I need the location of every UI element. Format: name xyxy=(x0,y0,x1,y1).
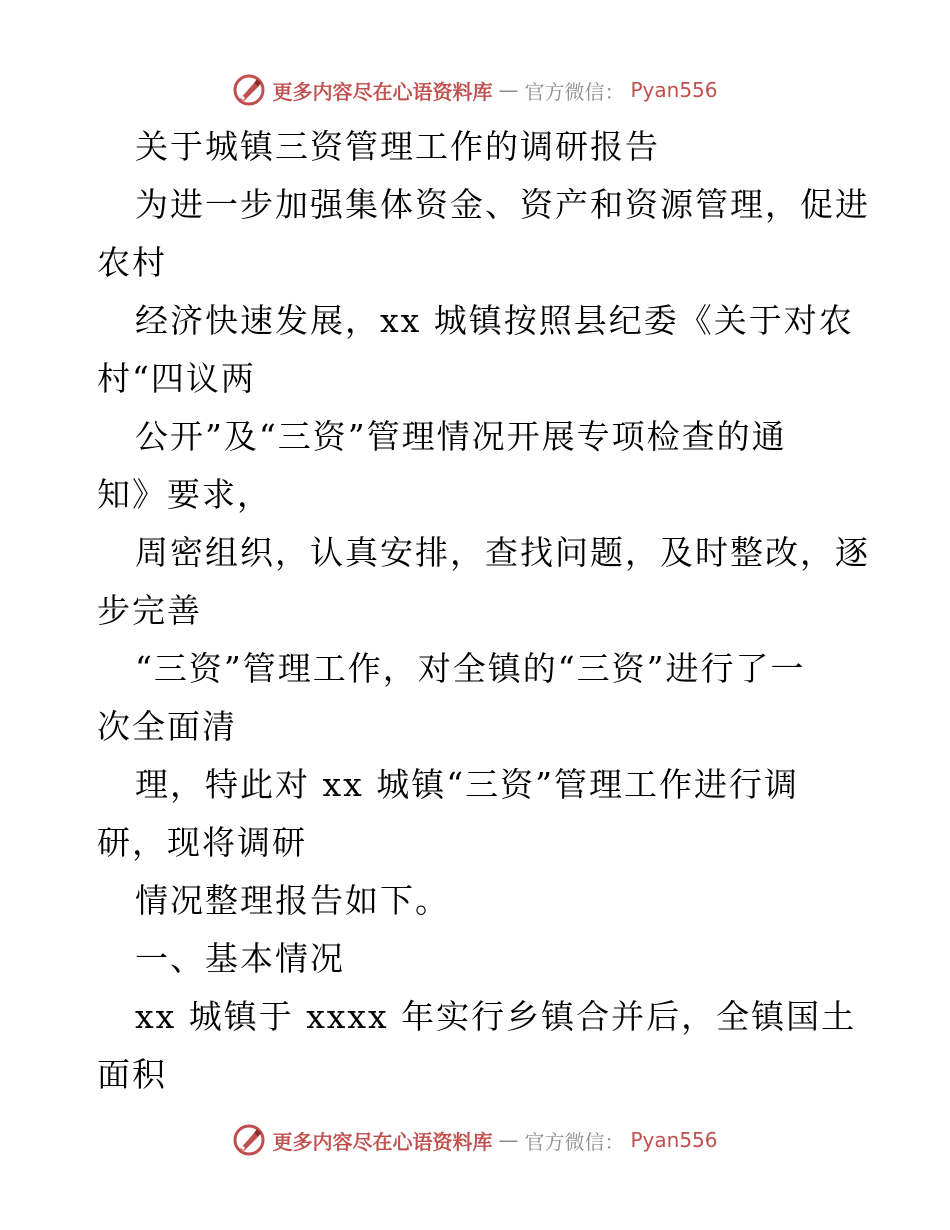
text-line: 研，现将调研 xyxy=(97,823,307,862)
text-line: “三资”管理工作，对全镇的“三资”进行了一 xyxy=(135,649,806,688)
text-line: xx 城镇于 xxxx 年实行乡镇合并后，全镇国土 xyxy=(135,997,857,1036)
footer-banner-id: Pyan556 xyxy=(630,1128,718,1152)
footer-banner-wechat: 官方微信： xyxy=(524,1129,625,1154)
header-banner-id: Pyan556 xyxy=(630,78,718,102)
header-watermark xyxy=(0,70,950,110)
text-line: 步完善 xyxy=(97,591,202,630)
text-line: 经济快速发展，xx 城镇按照县纪委《关于对农 xyxy=(135,301,854,340)
footer-watermark xyxy=(0,1120,950,1160)
header-banner-main: 更多内容尽在心语资料库 xyxy=(272,79,493,104)
footer-banner-main: 更多内容尽在心语资料库 xyxy=(272,1129,493,1154)
text-line: 农村 xyxy=(97,243,167,282)
document-body xyxy=(97,118,870,1104)
text-line: 公开”及“三资”管理情况开展专项检查的通 xyxy=(135,417,787,456)
doc-title: 关于城镇三资管理工作的调研报告 xyxy=(135,127,660,166)
footer-banner-sep: — xyxy=(498,1128,519,1152)
pen-logo-icon xyxy=(232,1123,266,1157)
text-line: 知》要求， xyxy=(97,475,272,514)
header-banner-wechat: 官方微信： xyxy=(524,79,625,104)
text-line: 为进一步加强集体资金、资产和资源管理，促进 xyxy=(135,185,870,224)
pen-logo-icon xyxy=(232,73,266,107)
text-line: 周密组织，认真安排，查找问题，及时整改，逐 xyxy=(135,533,870,572)
text-line: 情况整理报告如下。 xyxy=(135,881,450,920)
text-line: 理，特此对 xx 城镇“三资”管理工作进行调 xyxy=(135,765,799,804)
text-line: 村“四议两 xyxy=(97,359,256,398)
header-banner-sep: — xyxy=(498,78,519,102)
section-heading: 一、基本情况 xyxy=(135,939,345,978)
text-line: 面积 xyxy=(97,1055,167,1094)
text-line: 次全面清 xyxy=(97,707,237,746)
